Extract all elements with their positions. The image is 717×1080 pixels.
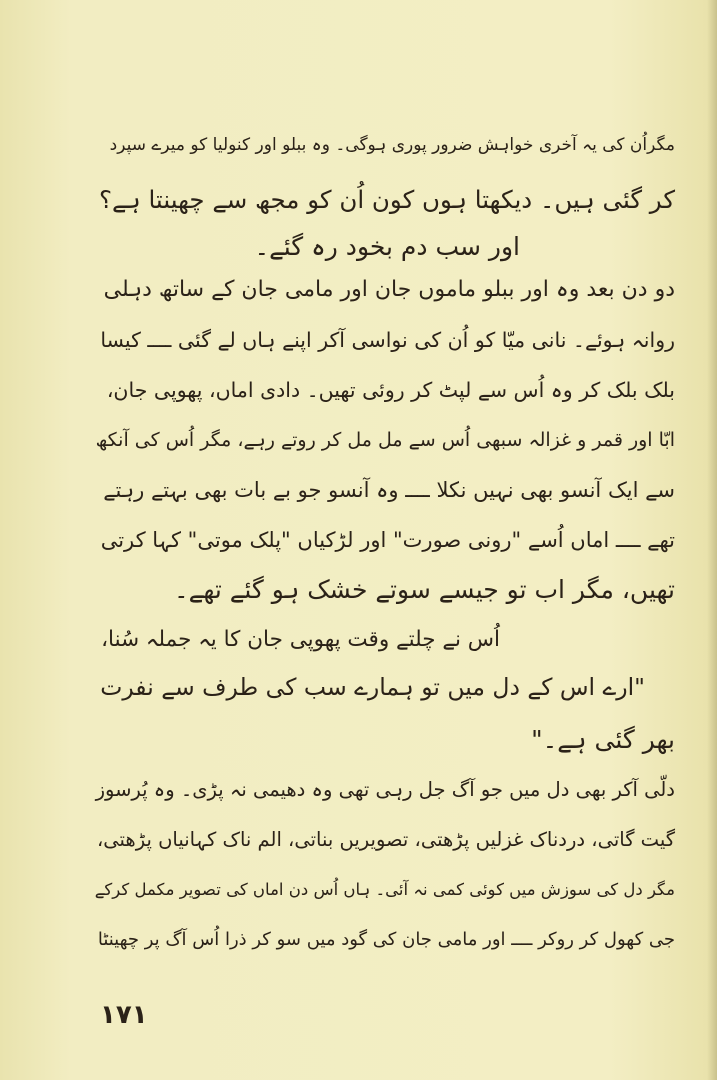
- text-line-10: تھیں، مگر اب تو جیسے سوتے خشک ہو گئے تھے۔: [174, 575, 675, 604]
- text-line-3: اور سب دم بخود رہ گئے۔: [254, 232, 520, 261]
- text-line-14: دلّی آکر بھی دل میں جو آگ جل رہی تھی وہ دھیمی نہ پڑی۔ وہ پُرسوز: [95, 778, 675, 801]
- text-line-5: روانہ ہوئے۔ نانی میّا کو اُن کی نواسی آکر اپنے ہاں لے گئی ــــ کیسا: [100, 328, 675, 352]
- text-line-16: مگر دل کی سوزش میں کوئی کمی نہ آئی۔ ہاں اُس دن اماں کی تصویر مکمل کرکے: [94, 880, 675, 899]
- text-line-12: "ارے اس کے دل میں تو ہمارے سب کی طرف سے نفرت: [100, 673, 645, 701]
- text-line-1: مگراُن کی یہ آخری خواہش ضرور پوری ہوگی۔ وہ ببلو اور کنولیا کو میرے سپرد: [109, 135, 675, 155]
- page-number: ۱۷۱: [100, 1000, 148, 1030]
- text-line-13: بھر گئی ہے۔": [531, 725, 675, 754]
- text-line-8: سے ایک آنسو بھی نہیں نکلا ــــ وہ آنسو جو بے بات بھی بہتے رہتے: [103, 478, 675, 502]
- text-line-4: دو دن بعد وہ اور ببلو ماموں جان اور مامی جان کے ساتھ دہلی: [103, 277, 675, 302]
- text-line-17: جی کھول کر روکر ــــ اور مامی جان کی گود میں سو کر ذرا اُس آگ پر چھینٹا: [97, 929, 675, 950]
- text-line-2: کر گئی ہیں۔ دیکھتا ہوں کون اُن کو مجھ سے چھینتا ہے؟: [98, 185, 675, 214]
- text-line-11: اُس نے چلتے وقت پھوپی جان کا یہ جملہ سُنا،: [101, 627, 500, 652]
- text-line-9: تھے ــــ اماں اُسے "رونی صورت" اور لڑکیاں "پلک موتی" کہا کرتی: [100, 528, 675, 552]
- text-line-15: گیت گاتی، دردناک غزلیں پڑھتی، تصویریں بناتی، الم ناک کہانیاں پڑھتی،: [96, 828, 675, 851]
- text-line-7: ابّا اور قمر و غزالہ سبھی اُس سے مل مل کر روتے رہے، مگر اُس کی آنکھ: [95, 429, 675, 451]
- page-edge-shadow: [707, 0, 717, 1080]
- text-line-6: بلک بلک کر وہ اُس سے لپٹ کر روئی تھیں۔ دادی اماں، پھوپی جان،: [106, 378, 675, 402]
